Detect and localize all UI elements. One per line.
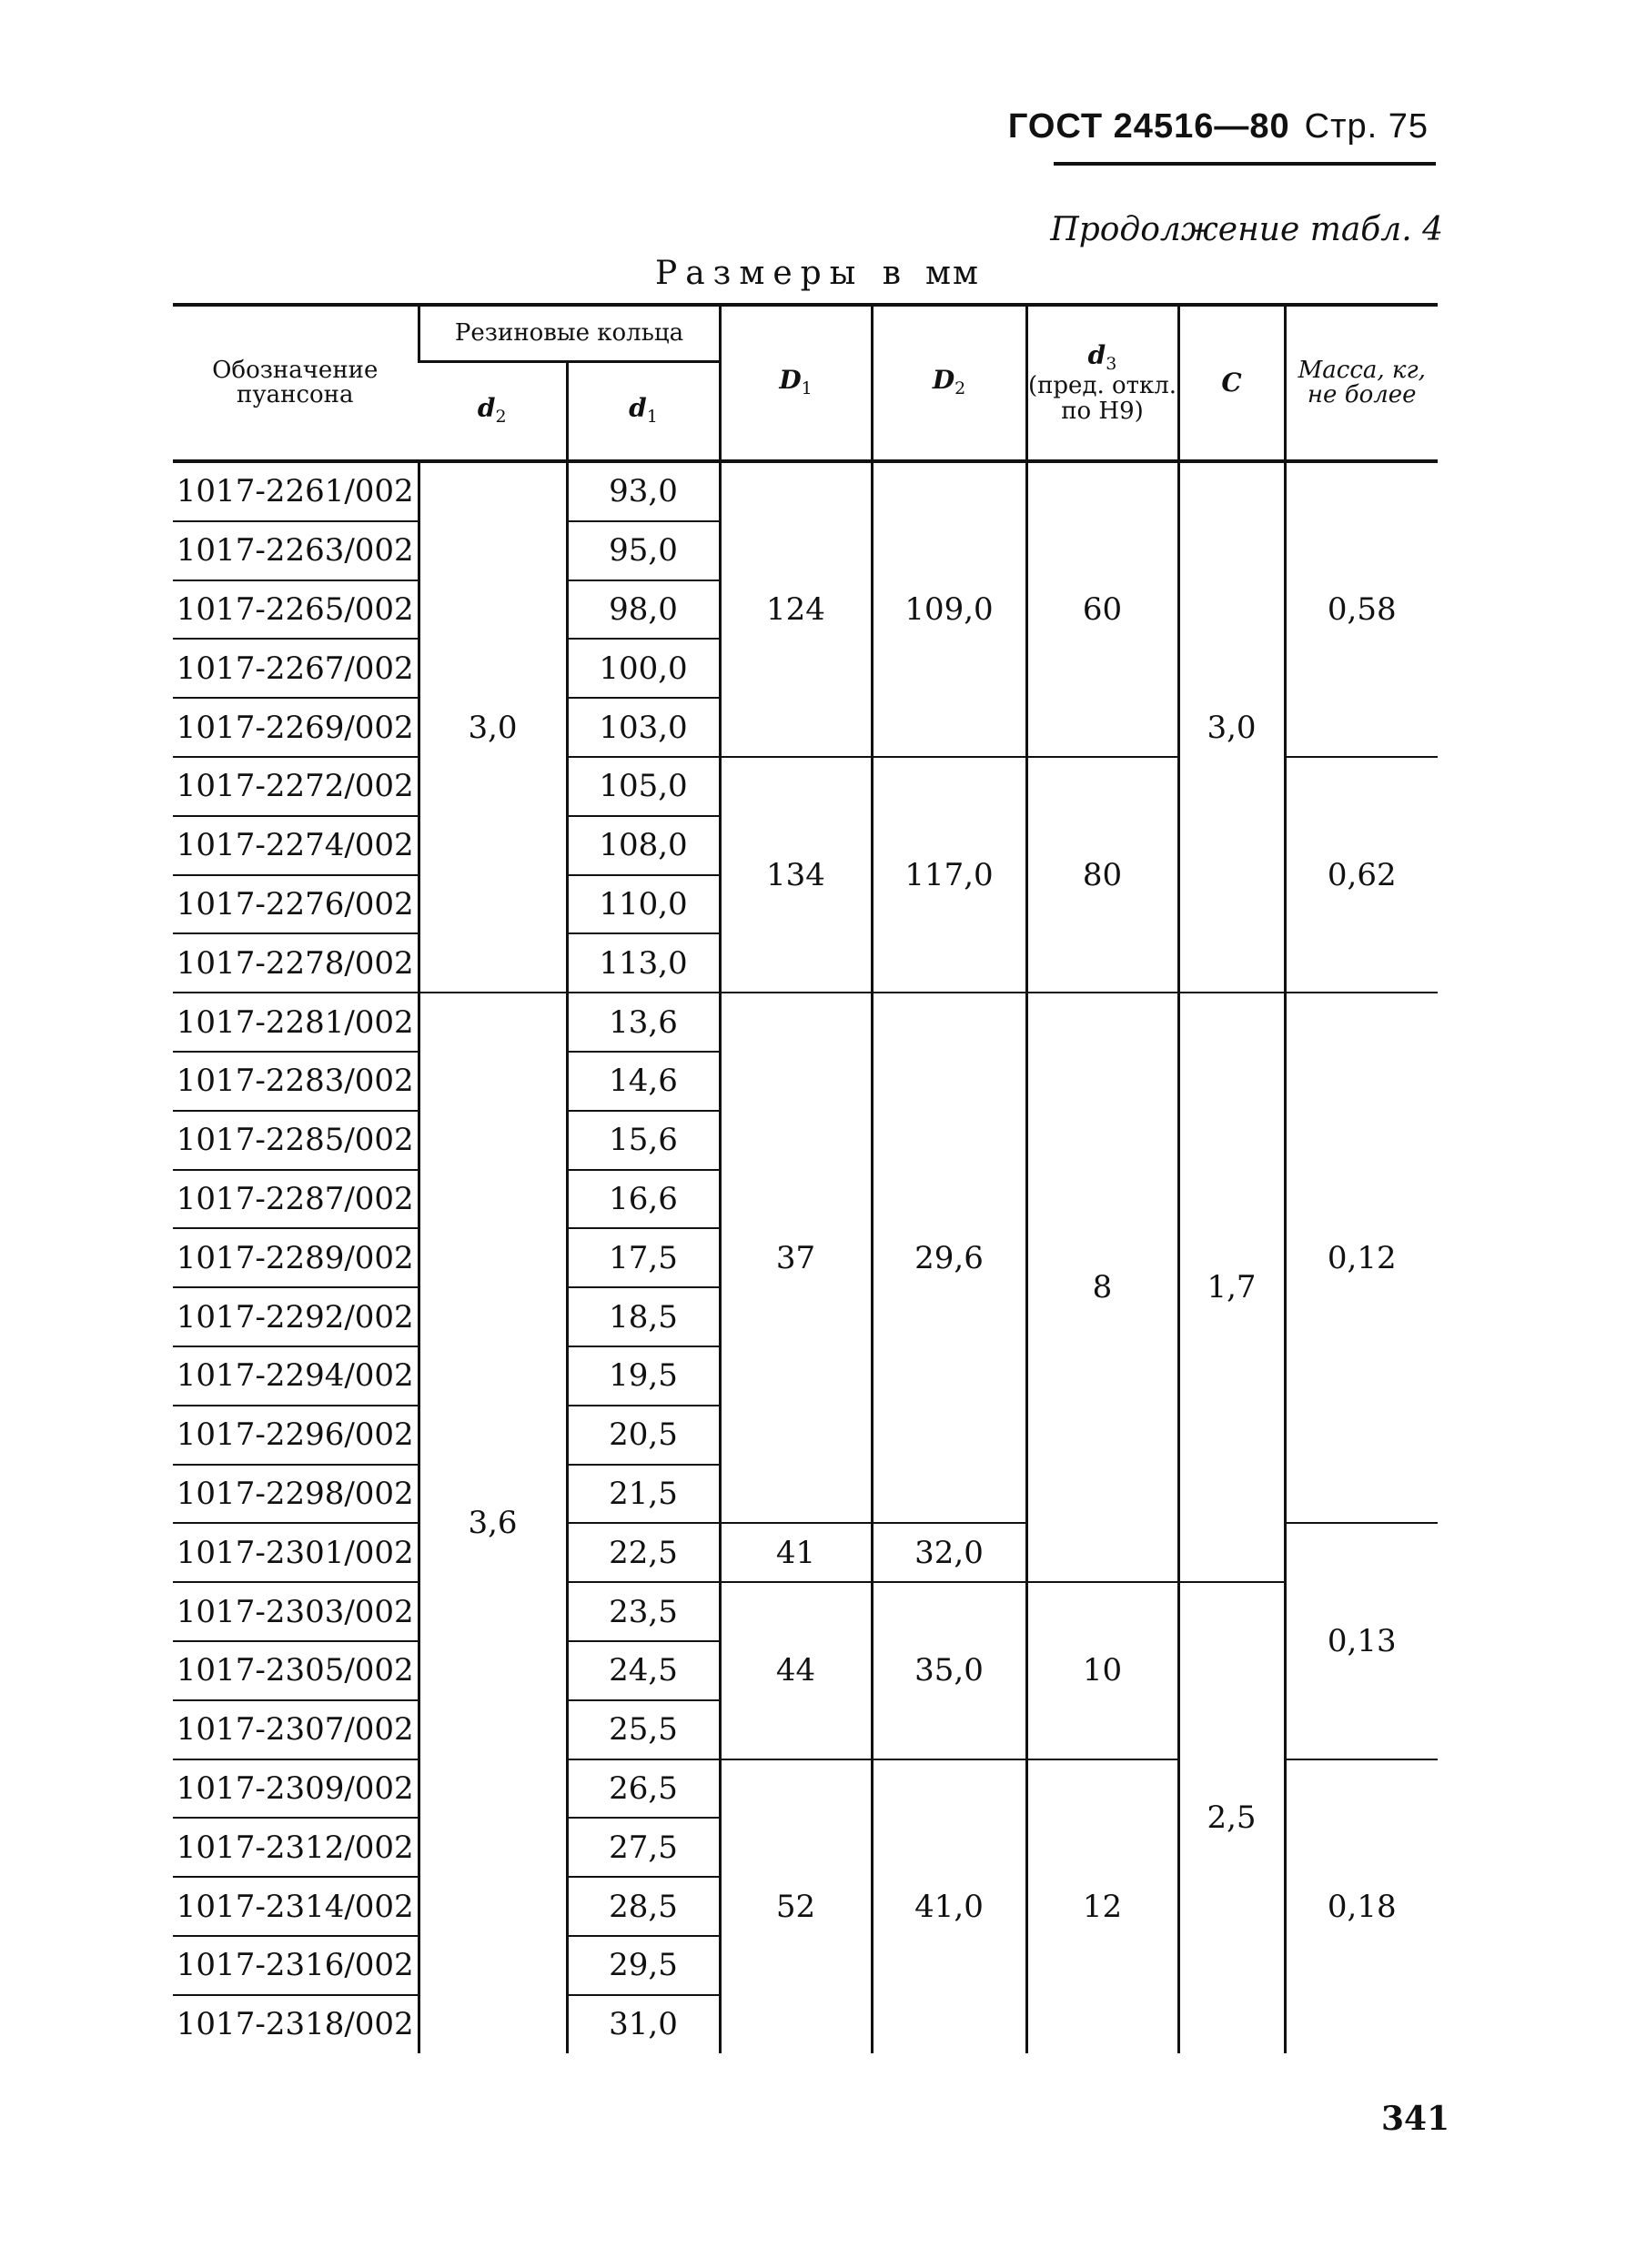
- punch-designation-cell: 1017-2298/002: [173, 1465, 419, 1524]
- header-D1: $D_1$: [720, 305, 872, 461]
- ring-d1-cell: 17,5: [567, 1228, 720, 1287]
- header-mass: Масса, кг, не более: [1285, 305, 1438, 461]
- ring-d1-cell: 110,0: [567, 875, 720, 934]
- d1-value-cell: 44: [720, 1582, 872, 1759]
- header-rubber-rings: Резиновые кольца: [419, 305, 720, 361]
- ring-d1-cell: 22,5: [567, 1523, 720, 1582]
- d2-value-cell: 3,0: [419, 461, 567, 993]
- ring-d1-cell: 103,0: [567, 698, 720, 757]
- punch-designation-cell: 1017-2316/002: [173, 1936, 419, 1995]
- c-value-cell: 2,5: [1178, 1582, 1285, 2052]
- header-d1: $d_1$: [567, 361, 720, 461]
- punch-designation-cell: 1017-2269/002: [173, 698, 419, 757]
- punch-designation-cell: 1017-2312/002: [173, 1818, 419, 1877]
- d1-value-cell: 124: [720, 461, 872, 757]
- d2-value-cell: 29,6: [872, 993, 1026, 1523]
- table-row: [173, 993, 1438, 1052]
- punch-designation-cell: 1017-2307/002: [173, 1700, 419, 1759]
- mass-value-cell: 0,18: [1285, 1759, 1438, 2053]
- punch-designation-cell: 1017-2265/002: [173, 580, 419, 640]
- standard-number: ГОСТ 24516—80: [1007, 107, 1290, 146]
- ring-d1-cell: 98,0: [567, 580, 720, 640]
- table-body: [173, 461, 1438, 2053]
- ring-d1-cell: 93,0: [567, 461, 720, 521]
- ring-d1-cell: 18,5: [567, 1287, 720, 1346]
- mass-value-cell: 0,12: [1285, 993, 1438, 1523]
- punch-designation-cell: 1017-2283/002: [173, 1052, 419, 1111]
- mass-value-cell: 0,62: [1285, 757, 1438, 993]
- ring-d1-cell: 19,5: [567, 1346, 720, 1406]
- c-value-cell: 3,0: [1178, 461, 1285, 993]
- ring-d1-cell: 27,5: [567, 1818, 720, 1877]
- table-continuation-label: Продолжение табл. 4: [1050, 211, 1443, 248]
- d2-value-cell: 41,0: [872, 1759, 1026, 2053]
- ring-d1-cell: 13,6: [567, 993, 720, 1052]
- ring-d1-cell: 16,6: [567, 1170, 720, 1229]
- punch-designation-cell: 1017-2281/002: [173, 993, 419, 1052]
- ring-d1-cell: 23,5: [567, 1582, 720, 1641]
- punch-designation-cell: 1017-2274/002: [173, 816, 419, 875]
- header-d2: $d_2$: [419, 361, 567, 461]
- ring-d1-cell: 21,5: [567, 1465, 720, 1524]
- page-number: 341: [1381, 2100, 1450, 2138]
- punch-designation-cell: 1017-2261/002: [173, 461, 419, 521]
- ring-d1-cell: 20,5: [567, 1406, 720, 1465]
- d1-value-cell: 52: [720, 1759, 872, 2053]
- d2-value-cell: 3,6: [419, 993, 567, 2052]
- punch-designation-cell: 1017-2267/002: [173, 639, 419, 698]
- mass-value-cell: 0,13: [1285, 1523, 1438, 1759]
- page-header: [1008, 107, 1429, 146]
- punch-designation-cell: 1017-2285/002: [173, 1111, 419, 1170]
- ring-d1-cell: 108,0: [567, 816, 720, 875]
- ring-d1-cell: 31,0: [567, 1995, 720, 2053]
- ring-d1-cell: 100,0: [567, 639, 720, 698]
- ring-d1-cell: 29,5: [567, 1936, 720, 1995]
- c-value-cell: 1,7: [1178, 993, 1285, 1582]
- d3-value-cell: 80: [1026, 757, 1178, 993]
- d2-value-cell: 35,0: [872, 1582, 1026, 1759]
- dimensions-table: [173, 303, 1438, 2053]
- ring-d1-cell: 24,5: [567, 1641, 720, 1700]
- punch-designation-cell: 1017-2303/002: [173, 1582, 419, 1641]
- d1-value-cell: 134: [720, 757, 872, 993]
- d2-value-cell: 117,0: [872, 757, 1026, 993]
- header-d3: $d_3$ (пред. откл. по H9): [1026, 305, 1178, 461]
- header-designation: Обозначение пуансона: [173, 305, 419, 461]
- punch-designation-cell: 1017-2296/002: [173, 1406, 419, 1465]
- ring-d1-cell: 95,0: [567, 521, 720, 580]
- punch-designation-cell: 1017-2314/002: [173, 1877, 419, 1936]
- mass-value-cell: 0,58: [1285, 461, 1438, 757]
- d3-value-cell: 12: [1026, 1759, 1178, 2053]
- header-D2: $D_2$: [872, 305, 1026, 461]
- d3-value-cell: 8: [1026, 993, 1178, 1582]
- ring-d1-cell: 26,5: [567, 1759, 720, 1819]
- punch-designation-cell: 1017-2272/002: [173, 757, 419, 816]
- punch-designation-cell: 1017-2301/002: [173, 1523, 419, 1582]
- d3-value-cell: 60: [1026, 461, 1178, 757]
- header-C: C: [1178, 305, 1285, 461]
- d3-value-cell: 10: [1026, 1582, 1178, 1759]
- punch-designation-cell: 1017-2305/002: [173, 1641, 419, 1700]
- punch-designation-cell: 1017-2309/002: [173, 1759, 419, 1819]
- ring-d1-cell: 28,5: [567, 1877, 720, 1936]
- punch-designation-cell: 1017-2294/002: [173, 1346, 419, 1406]
- punch-designation-cell: 1017-2263/002: [173, 521, 419, 580]
- d1-value-cell: 41: [720, 1523, 872, 1582]
- punch-designation-cell: 1017-2289/002: [173, 1228, 419, 1287]
- ring-d1-cell: 113,0: [567, 933, 720, 993]
- table-row: [173, 1582, 1438, 1641]
- units-caption: [655, 255, 980, 292]
- page-label: Стр. 75: [1304, 107, 1429, 146]
- punch-designation-cell: 1017-2318/002: [176, 2006, 414, 2043]
- ring-d1-cell: 14,6: [567, 1052, 720, 1111]
- header-d3-note: (пред. откл. по H9): [1027, 372, 1177, 425]
- ring-d1-cell: 15,6: [567, 1111, 720, 1170]
- units-mm: мм: [925, 255, 981, 292]
- punch-designation-cell: 1017-2278/002: [173, 933, 419, 993]
- d2-value-cell: 32,0: [872, 1523, 1026, 1582]
- header-rule: [1054, 162, 1436, 166]
- punch-designation-cell: 1017-2287/002: [173, 1170, 419, 1229]
- punch-designation-cell: 1017-2276/002: [173, 875, 419, 934]
- table-row: [173, 461, 1438, 521]
- ring-d1-cell: 25,5: [567, 1700, 720, 1759]
- d2-value-cell: 109,0: [872, 461, 1026, 757]
- punch-designation-cell: 1017-2292/002: [173, 1287, 419, 1346]
- d1-value-cell: 37: [720, 993, 872, 1523]
- units-text: Размеры в: [655, 255, 910, 292]
- ring-d1-cell: 105,0: [567, 757, 720, 816]
